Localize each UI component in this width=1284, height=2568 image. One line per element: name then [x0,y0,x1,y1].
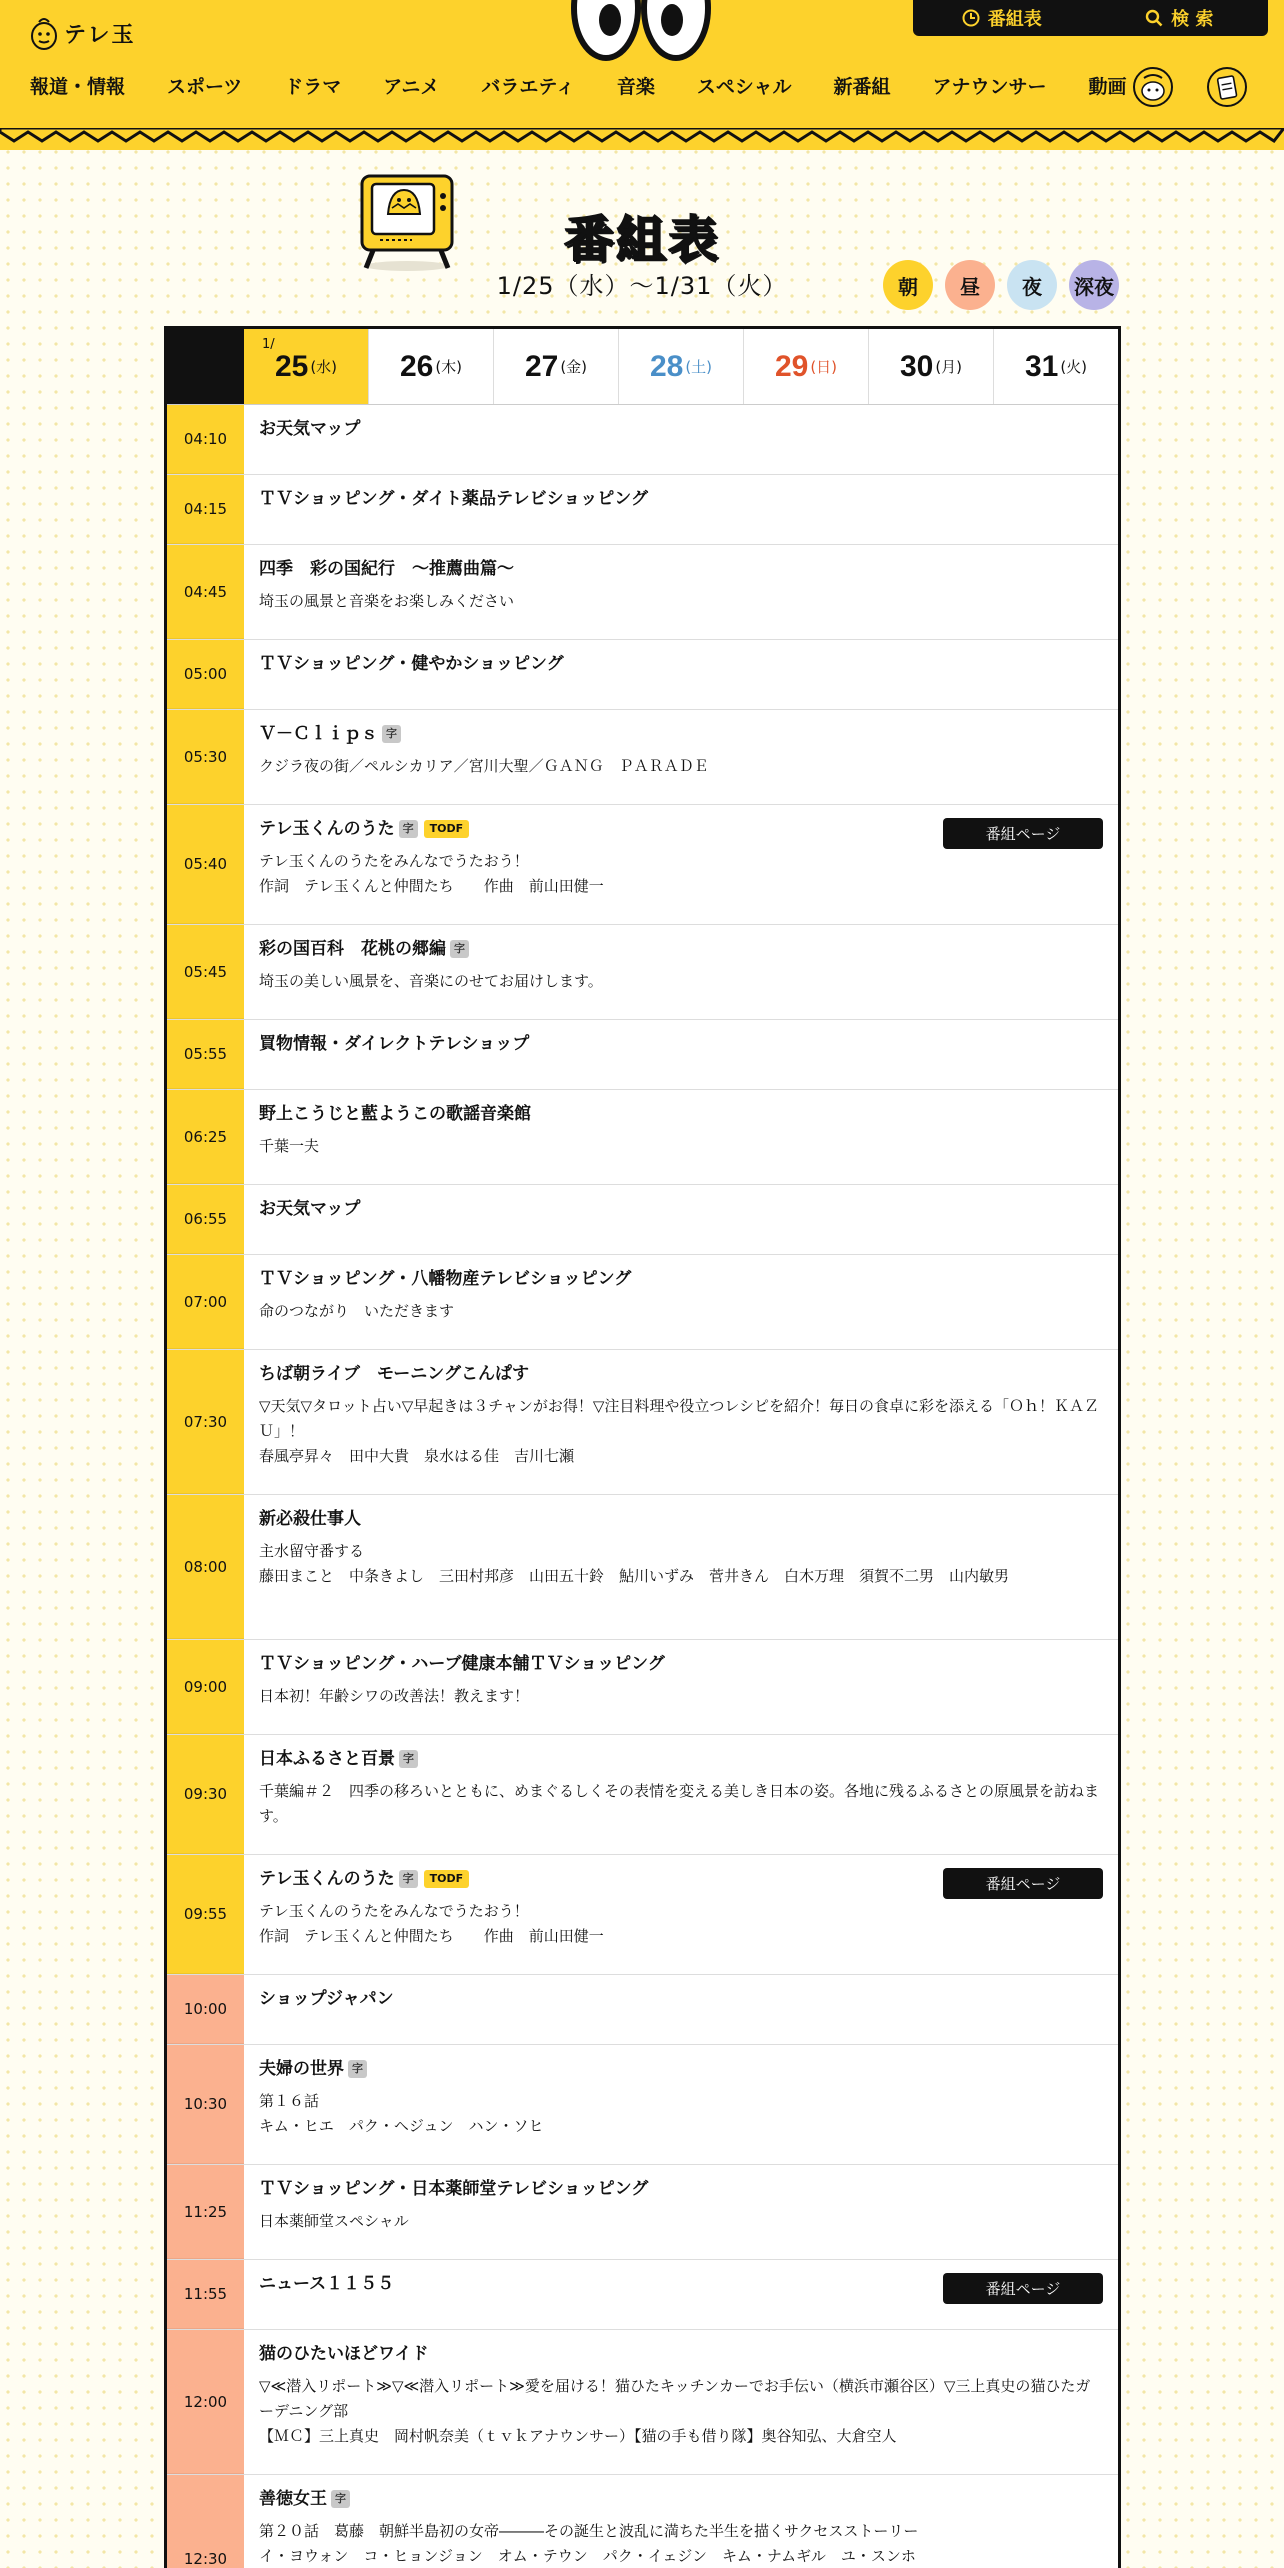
program-description-line: イ・ヨウォン コ・ヒョンジョン オム・テウン パク・イェジン キム・ナムギル ユ・スンホ [259,2547,916,2565]
nav-news[interactable]: 報道・情報 [30,76,126,98]
program-cell[interactable] [244,2260,1118,2329]
nav-announcers[interactable]: アナウンサー [932,76,1047,98]
program-description-line: テレ玉くんのうたをみんなでうたおう！ [259,852,529,870]
program-cell[interactable] [244,2045,1118,2164]
date-range: 1/25（水）〜1/31（火） [496,272,788,300]
program-description [259,1394,1102,1469]
day-tab-weekday: (日) [810,358,838,376]
program-cell[interactable] [244,1185,1118,1254]
program-time: 05:55 [167,1020,244,1089]
day-tab-31[interactable] [993,329,1118,404]
program-description-line: 主水留守番する [259,1542,365,1560]
program-cell[interactable] [244,2165,1118,2259]
program-title-line [259,1034,1102,1054]
logo-text: テレ玉 [64,22,136,48]
program-time: 04:15 [167,475,244,544]
program-title[interactable]: ちば朝ライブ モーニングこんぱす [259,1364,529,1384]
nav-new-programs[interactable]: 新番組 [833,76,891,98]
program-cell[interactable] [244,925,1118,1019]
jump-morning-label: 朝 [898,274,918,299]
program-cell[interactable] [244,1495,1118,1639]
day-tab-weekday: (木) [435,358,463,376]
program-time: 07:30 [167,1350,244,1494]
schedule-button-label: 番組表 [987,9,1042,30]
program-title[interactable]: ＴＶショッピング・八幡物産テレビショッピング [259,1269,632,1289]
day-tab-number: 25 [274,349,309,383]
program-title[interactable]: ＴＶショッピング・日本薬師堂テレビショッピング [259,2179,649,2199]
program-row [167,1640,1118,1735]
day-tab-29[interactable] [743,329,868,404]
mascot-eyes-icon [566,0,716,62]
program-title-line [259,2059,1102,2079]
day-tab-weekday: (土) [685,358,713,376]
program-row [167,2330,1118,2475]
program-cell[interactable] [244,2330,1118,2474]
program-cell[interactable] [244,710,1118,804]
day-tab-number: 31 [1024,349,1059,383]
program-title[interactable]: 善徳女王 [259,2489,327,2509]
program-description-line: 千葉一夫 [259,1137,320,1155]
program-title-line [259,1104,1102,1124]
program-description-line: 日本薬師堂スペシャル [259,2212,409,2230]
program-cell[interactable] [244,805,1118,924]
program-title-line [259,2489,1102,2509]
program-description-line: クジラ夜の街／ペルシカリア／宮川大聖／ＧＡＮＧ ＰＡＲＡＤＥ [259,757,709,775]
program-list [167,405,1118,2568]
schedule-button[interactable] [913,5,1091,31]
program-title[interactable]: ショップジャパン [259,1989,394,2009]
program-time: 04:45 [167,545,244,639]
program-description-line: 第２０話 葛藤 朝鮮半島初の女帝―――その誕生と波乱に満ちた半生を描くサクセスストーリー [259,2522,919,2540]
program-title[interactable]: 日本ふるさと百景 [259,1749,395,1769]
program-title-line [259,1654,1102,1674]
program-description [259,1134,1102,1159]
program-time: 09:00 [167,1640,244,1734]
program-time: 10:00 [167,1975,244,2044]
program-description-line: 作詞 テレ玉くんと仲間たち 作曲 前山田健一 [259,877,604,895]
program-cell[interactable] [244,2475,1118,2568]
program-description-line: 【ＭＣ】三上真史 岡村帆奈美（ｔｖｋアナウンサー）【猫の手も借り隊】奥谷知弘、大倉空人 [259,2427,897,2445]
program-description [259,754,1102,779]
program-description-line: 日本初！年齢シワの改善法！教えます！ [259,1687,530,1705]
tv-mascot-icon [352,168,462,272]
program-row [167,2475,1118,2568]
program-description [259,1539,1102,1589]
todf-badge: TODF [424,1870,470,1888]
program-time: 05:40 [167,805,244,924]
program-cell[interactable] [244,1255,1118,1349]
program-page-button[interactable]: 番組ページ [943,2273,1103,2304]
program-description-line: ▽≪潜入リポート≫▽≪潜入リポート≫愛を届ける！猫ひたキッチンカーでお手伝い（横浜市瀬谷区）▽三上真史の猫ひたガーデニング部 [259,2377,1091,2420]
nav-videos[interactable]: 動画 [1088,76,1127,98]
time-of-day-jump [883,260,1119,310]
program-description [259,1899,1102,1949]
program-page-button[interactable]: 番組ページ [943,818,1103,849]
subtitle-badge: 字 [348,2060,367,2078]
program-title[interactable]: Ｖ－Ｃｌｉｐｓ [259,724,378,744]
tele-tama-mascot-icon[interactable] [1132,66,1174,108]
day-tab-26[interactable] [368,329,493,404]
program-description-line: 第１６話 [259,2092,320,2110]
program-time: 05:30 [167,710,244,804]
nav-music[interactable]: 音楽 [616,76,655,98]
program-time: 06:25 [167,1090,244,1184]
program-description [259,969,1102,994]
program-title-line [259,1749,1102,1769]
program-title-line [259,1364,1102,1384]
day-tab-weekday: (金) [560,358,588,376]
program-description [259,2519,1102,2568]
program-time: 12:00 [167,2330,244,2474]
program-cell[interactable] [244,1350,1118,1494]
program-description-line: キム・ヒエ パク・ヘジュン ハン・ソヒ [259,2117,544,2135]
day-tab-30[interactable] [868,329,993,404]
program-description [259,1779,1102,1829]
program-description [259,2209,1102,2234]
program-description [259,849,1102,899]
program-description-line: 埼玉の風景と音楽をお楽しみください [259,592,515,610]
program-description [259,2089,1102,2139]
program-page-button[interactable]: 番組ページ [943,1868,1103,1899]
nav-variety[interactable]: バラエティ [481,76,575,98]
day-tab-28[interactable] [618,329,743,404]
jump-night-label: 夜 [1022,274,1042,299]
subtitle-badge: 字 [399,820,418,838]
program-title-line [259,419,1102,439]
search-icon [1145,9,1163,27]
program-title[interactable]: ＴＶショッピング・ダイト薬品テレビショッピング [259,489,648,509]
jump-noon-label: 昼 [960,274,980,299]
program-cell[interactable] [244,405,1118,474]
program-time: 06:55 [167,1185,244,1254]
program-description-line: テレ玉くんのうたをみんなでうたおう！ [259,1902,529,1920]
program-description-line: ▽天気▽タロット占い▽早起きは３チャンがお得！▽注目料理や役立つレシピを紹介！毎日の食卓に彩を添える「Ｏｈ！ＫＡＺＵ」！ [259,1397,1100,1440]
program-row [167,405,1118,475]
subtitle-badge: 字 [331,2490,350,2508]
top-utility-bar [913,0,1268,36]
jump-night-button[interactable] [1007,260,1057,310]
program-row [167,2165,1118,2260]
program-row [167,1855,1118,1975]
site-header [0,0,1284,150]
program-time: 10:30 [167,2045,244,2164]
nav-sports[interactable]: スポーツ [167,76,243,98]
program-title-line [259,724,1102,744]
program-title-line [259,939,1102,959]
day-tab-number: 26 [399,349,434,383]
program-title-line [259,1989,1102,2009]
program-title-line [259,489,1102,509]
program-description-line: 埼玉の美しい風景を、音楽にのせてお届けします。 [259,972,603,990]
program-title[interactable]: ニュース１１５５ [259,2274,395,2294]
page-title: 番組表 [564,211,720,269]
program-description-line: 千葉編＃２ 四季の移ろいとともに、めまぐるしくその表情を変える美しき日本の姿。各地に残るふるさとの原風景を訪ねます。 [259,1782,1100,1825]
tele-tama-book-icon[interactable] [1206,66,1248,108]
nav-anime[interactable]: アニメ [383,76,440,98]
day-tab-25[interactable] [244,329,368,404]
subtitle-badge: 字 [399,1870,418,1888]
program-cell[interactable] [244,475,1118,544]
program-row [167,1975,1118,2045]
day-tab-weekday: (水) [310,358,338,376]
subtitle-badge: 字 [382,725,401,743]
program-description-line: 春風亭昇々 田中大貴 泉水はる佳 吉川七瀬 [259,1447,575,1465]
program-title[interactable]: 新必殺仕事人 [259,1509,361,1529]
program-cell[interactable] [244,545,1118,639]
program-title[interactable]: お天気マップ [259,419,361,439]
day-tab-weekday: (火) [1060,358,1088,376]
program-title-line [259,2179,1102,2199]
program-time: 11:55 [167,2260,244,2329]
search-button[interactable] [1091,5,1269,31]
site-logo[interactable] [30,16,136,50]
program-cell[interactable] [244,1855,1118,1974]
program-title-line [259,1509,1102,1529]
program-description-line: 藤田まこと 中条きよし 三田村邦彦 山田五十鈴 鮎川いずみ 菅井きん 白木万理 須賀不二男 山内敏男 [259,1567,1010,1585]
program-description [259,589,1102,614]
program-schedule [164,326,1121,2568]
day-tab-number: 30 [899,349,934,383]
program-row [167,1735,1118,1855]
day-tab-27[interactable] [493,329,618,404]
program-title[interactable]: ＴＶショッピング・健やかショッピング [259,654,564,674]
jump-noon-button[interactable] [945,260,995,310]
program-time: 07:00 [167,1255,244,1349]
day-tab-weekday: (月) [935,358,963,376]
nav-special[interactable]: スペシャル [696,76,792,98]
program-title[interactable]: 買物情報・ダイレクトテレショップ [259,1034,530,1054]
program-title[interactable]: お天気マップ [259,1199,361,1219]
program-description [259,1684,1102,1709]
program-title-line [259,2344,1102,2364]
clock-icon [962,9,980,27]
program-time: 05:45 [167,925,244,1019]
program-cell[interactable] [244,1020,1118,1089]
program-title-line [259,1269,1102,1289]
program-title[interactable]: 夫婦の世界 [259,2059,344,2079]
todf-badge: TODF [424,820,470,838]
program-row [167,710,1118,805]
day-tabs [167,329,1118,405]
program-time: 11:25 [167,2165,244,2259]
program-description-line: 作詞 テレ玉くんと仲間たち 作曲 前山田健一 [259,1927,604,1945]
program-cell[interactable] [244,1640,1118,1734]
search-button-label: 検 索 [1171,9,1214,30]
program-row [167,545,1118,640]
program-row [167,1350,1118,1495]
day-tab-month: 1/ [262,337,275,352]
program-row [167,805,1118,925]
program-title[interactable]: 猫のひたいほどワイド [259,2344,429,2364]
day-tabs-corner [167,329,244,404]
program-time: 05:00 [167,640,244,709]
program-cell[interactable] [244,1975,1118,2044]
program-row [167,475,1118,545]
subtitle-badge: 字 [450,940,469,958]
program-title[interactable]: テレ玉くんのうた [259,819,395,839]
day-tab-number: 27 [524,349,559,383]
jump-late-night-button[interactable] [1069,260,1119,310]
tele-tama-logo-icon [30,16,58,50]
program-row [167,1495,1118,1640]
program-row [167,1185,1118,1255]
program-time: 08:00 [167,1495,244,1639]
program-title[interactable]: 四季 彩の国紀行 ～推薦曲篇～ [259,559,514,579]
program-description-line: 命のつながり いただきます [259,1302,455,1320]
program-row [167,1255,1118,1350]
program-title-line [259,559,1102,579]
day-tab-number: 28 [649,349,684,383]
header-zigzag-edge [0,128,1284,152]
day-tab-number: 29 [774,349,809,383]
program-row [167,1020,1118,1090]
program-row [167,2045,1118,2165]
subtitle-badge: 字 [399,1750,418,1768]
program-cell[interactable] [244,640,1118,709]
program-row [167,2260,1118,2330]
program-title[interactable]: 野上こうじと藍ようこの歌謡音楽館 [259,1104,531,1124]
program-row [167,925,1118,1020]
program-time: 09:30 [167,1735,244,1854]
program-title[interactable]: ＴＶショッピング・ハーブ健康本舗ＴＶショッピング [259,1654,665,1674]
program-time: 09:55 [167,1855,244,1974]
program-title[interactable]: 彩の国百科 花桃の郷編 [259,939,446,959]
program-row [167,1090,1118,1185]
nav-drama[interactable]: ドラマ [284,76,342,98]
program-description [259,1299,1102,1324]
program-row [167,640,1118,710]
program-title[interactable]: テレ玉くんのうた [259,1869,395,1889]
jump-morning-button[interactable] [883,260,933,310]
main-nav [30,72,1127,99]
program-title-line [259,1199,1102,1219]
program-description [259,2374,1102,2449]
program-time: 12:30 [167,2475,244,2568]
program-cell[interactable] [244,1090,1118,1184]
jump-late-night-label: 深夜 [1074,274,1114,299]
program-title-line [259,654,1102,674]
program-time: 04:10 [167,405,244,474]
program-cell[interactable] [244,1735,1118,1854]
